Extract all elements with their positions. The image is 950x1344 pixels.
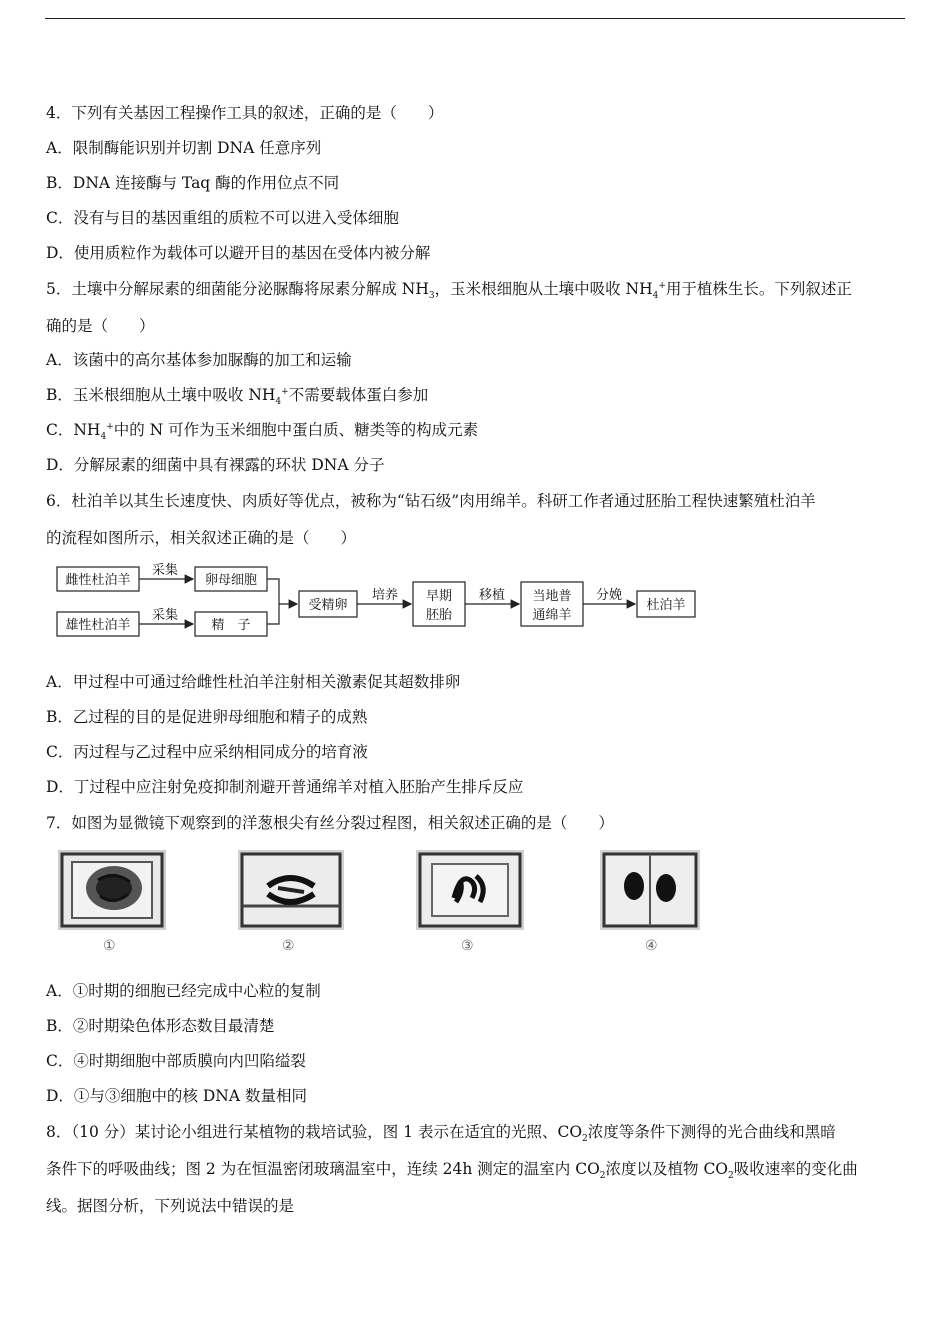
q5-option-a: A．该菌中的高尔基体参加脲酶的加工和运输 [46,351,352,369]
micrograph-3-label: ③ [461,938,474,954]
micrograph-1 [58,850,166,930]
flow-male: 雄性杜泊羊 [65,618,131,633]
flow-sperm: 精 子 [211,618,251,633]
header-rule [45,18,905,19]
q6-stem-line2: 的流程如图所示，相关叙述正确的是（ ） [46,529,357,547]
q6-option-b: B．乙过程的目的是促进卵母细胞和精子的成熟 [46,708,368,726]
q6-stem-line1: 6．杜泊羊以其生长速度快、肉质好等优点，被称为“钻石级”肉用绵羊。科研工作者通过胚胎工程快速繁殖杜泊羊 [46,492,816,510]
flow-local-sheep-2: 通绵羊 [532,608,572,623]
q6-option-d: D．丁过程中应注射免疫抑制剂避开普通绵羊对植入胚胎产生排斥反应 [46,778,524,796]
micrograph-2 [238,850,344,930]
q8-stem-line3: 线。据图分析，下列说法中错误的是 [46,1197,295,1215]
flow-fertilized-egg: 受精卵 [308,598,348,613]
flow-collect-1: 采集 [151,563,179,578]
q5-option-c: C．$NH_4^+$中的 N 可作为玉米细胞中蛋白质、糖类等的构成元素 [46,421,479,443]
q5-stem-line2: 确的是（ ） [46,317,155,335]
q8-stem-line2: 条件下的呼吸曲线；图 2 为在恒温密闭玻璃温室中，连续 24h 测定的温室内 $CO_2$浓度以及植物 $CO_2$吸收速率的变化曲 [46,1160,858,1182]
flow-birth: 分娩 [595,588,623,603]
flow-culture: 培养 [371,588,399,603]
q6-flow-diagram [55,562,700,642]
q7-stem: 7．如图为显微镜下观察到的洋葱根尖有丝分裂过程图，相关叙述正确的是（ ） [46,814,614,832]
micrograph-1-label: ① [103,938,116,954]
flow-early-embryo-1: 早期 [425,589,453,604]
micrograph-4 [600,850,700,930]
flow-local-sheep-1: 当地普 [532,589,572,604]
flow-collect-2: 采集 [151,608,179,623]
micrograph-4-label: ④ [645,938,658,954]
flow-female: 雌性杜泊羊 [65,573,131,588]
q7-option-c: C．④时期细胞中部质膜向内凹陷缢裂 [46,1052,306,1070]
flow-early-embryo-2: 胚胎 [425,608,453,623]
micrograph-3 [416,850,524,930]
q4-option-d: D．使用质粒作为载体可以避开目的基因在受体内被分解 [46,244,431,262]
q7-option-a: A．①时期的细胞已经完成中心粒的复制 [46,982,321,1000]
q4-stem: 4．下列有关基因工程操作工具的叙述，正确的是（ ） [46,104,444,122]
q6-option-c: C．丙过程与乙过程中应采纳相同成分的培育液 [46,743,368,761]
q5-option-d: D．分解尿素的细菌中具有裸露的环状 DNA 分子 [46,456,385,474]
q6-option-a: A．甲过程中可通过给雌性杜泊羊注射相关激素促其超数排卵 [46,673,461,691]
q8-stem-line1: 8．（10 分）某讨论小组进行某植物的栽培试验，图 1 表示在适宜的光照、$CO_2$浓度等条件下测得的光合曲线和黑暗 [46,1123,836,1145]
flow-result: 杜泊羊 [646,598,686,613]
q4-option-b: B．DNA 连接酶与 Taq 酶的作用位点不同 [46,174,340,192]
q4-option-a: A．限制酶能识别并切割 DNA 任意序列 [46,139,322,157]
q4-option-c: C．没有与目的基因重组的质粒不可以进入受体细胞 [46,209,399,227]
flow-transplant: 移植 [478,588,506,603]
q7-option-b: B．②时期染色体形态数目最清楚 [46,1017,275,1035]
q5-option-b: B．玉米根细胞从土壤中吸收 $NH_4^+$不需要载体蛋白参加 [46,386,429,408]
q5-stem-line1: 5．土壤中分解尿素的细菌能分泌脲酶将尿素分解成 $NH_3$，玉米根细胞从土壤中吸收 $NH_4^+$用于植株生长。下列叙述正 [46,280,852,302]
flow-oocyte: 卵母细胞 [204,573,258,588]
q7-option-d: D．①与③细胞中的核 DNA 数量相同 [46,1087,307,1105]
micrograph-2-label: ② [282,938,295,954]
